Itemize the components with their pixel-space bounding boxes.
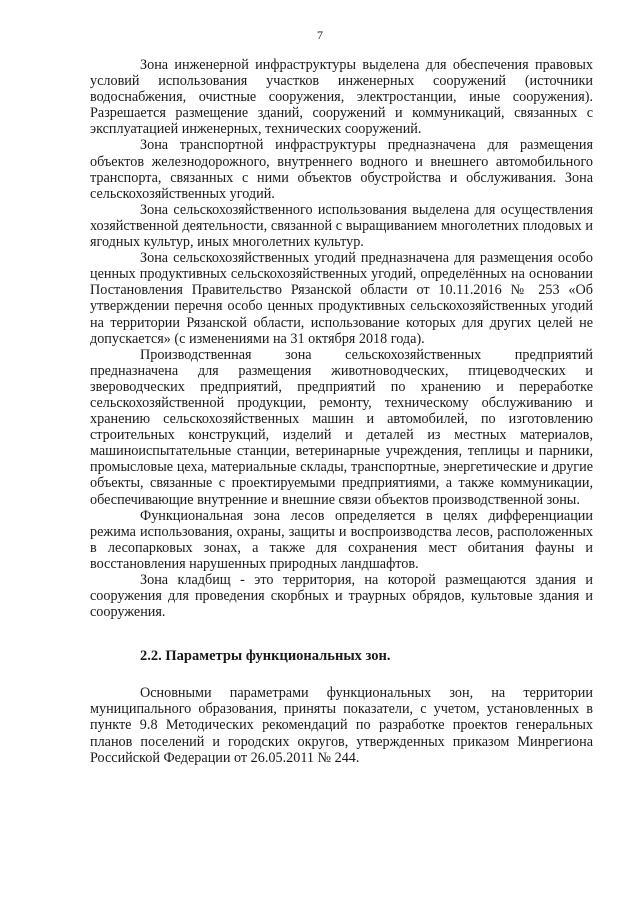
- paragraph-cemetery-zone: Зона кладбищ - это территория, на которой размещаются здания и сооружения для проведения скорбных и траурных обрядов, культовые здания и сооружения.: [90, 572, 593, 621]
- section-heading: 2.2. Параметры функциональных зон.: [140, 648, 391, 665]
- paragraph-zone-parameters: Основными параметрами функциональных зон, на территории муниципального образования, приняты показатели, с учетом, установленных в пункте 9.8 Методических рекомендаций по разработке проектов генеральных планов поселений и городских округов, утвержденных приказом Минрегиона Российской Федерации от 26.05.2011 № 244.: [90, 685, 593, 766]
- paragraph-agricultural-land-zone: Зона сельскохозяйственных угодий предназначена для размещения особо ценных продуктивных сельскохозяйственных угодий, определённых на основании Постановления Правительство Рязанской области от 10.11.2016 № 253 «Об утверждении перечня особо ценных продуктивных сельскохозяйственных угодий на территории Рязанской области, использование которых для других целей не допускается» (с изменениями на 31 октября 2018 года).: [90, 250, 593, 347]
- paragraph-agricultural-use-zone: Зона сельскохозяйственного использования выделена для осуществления хозяйственной деятельности, связанной с выращиванием многолетних плодовых и ягодных культур, иных многолетних культур.: [90, 201, 593, 251]
- paragraph-transport-zone: Зона транспортной инфраструктуры предназначена для размещения объектов железнодорожного, внутреннего водного и внешнего автомобильного транспорта, связанных с ними объектов обустройства и обслуживания. Зона сельскохозяйственных угодий.: [90, 137, 593, 202]
- paragraph-forest-zone: Функциональная зона лесов определяется в целях дифференциации режима использования, охраны, защиты и воспроизводства лесов, расположенных в лесопарковых зонах, а также для сохранения мест обитания фауны и восстановления нарушенных природных ландшафтов.: [90, 507, 593, 572]
- paragraph-agricultural-production-zone: Производственная зона сельскохозяйственных предприятий предназначена для размещения животноводческих, птицеводческих и звероводческих предприятий, предприятий по хранению и переработке сельскохозяйственной продукции, ремонту, техническому обслуживанию и хранению сельскохозяйственных машин и автомобилей, по изготовлению строительных конструкций, изделий и деталей из местных материалов, машиноиспытательные станции, ветеринарные учреждения, теплицы и парники, промысловые цеха, материальные склады, транспортные, энергетические и другие объекты, связанные с проектируемыми предприятиями, а также коммуникации, обеспечивающие внутренние и внешние связи объектов производственной зоны.: [90, 346, 593, 508]
- paragraph-engineering-zone: Зона инженерной инфраструктуры выделена для обеспечения правовых условий использования участков инженерных сооружений (источники водоснабжения, очистные сооружения, электростанции, иные сооружения). Разрешается размещение зданий, сооружений и коммуникаций, связанных с эксплуатацией инженерных, технических сооружений.: [90, 57, 593, 138]
- page-content: [90, 57, 593, 766]
- page-number: 7: [317, 28, 323, 42]
